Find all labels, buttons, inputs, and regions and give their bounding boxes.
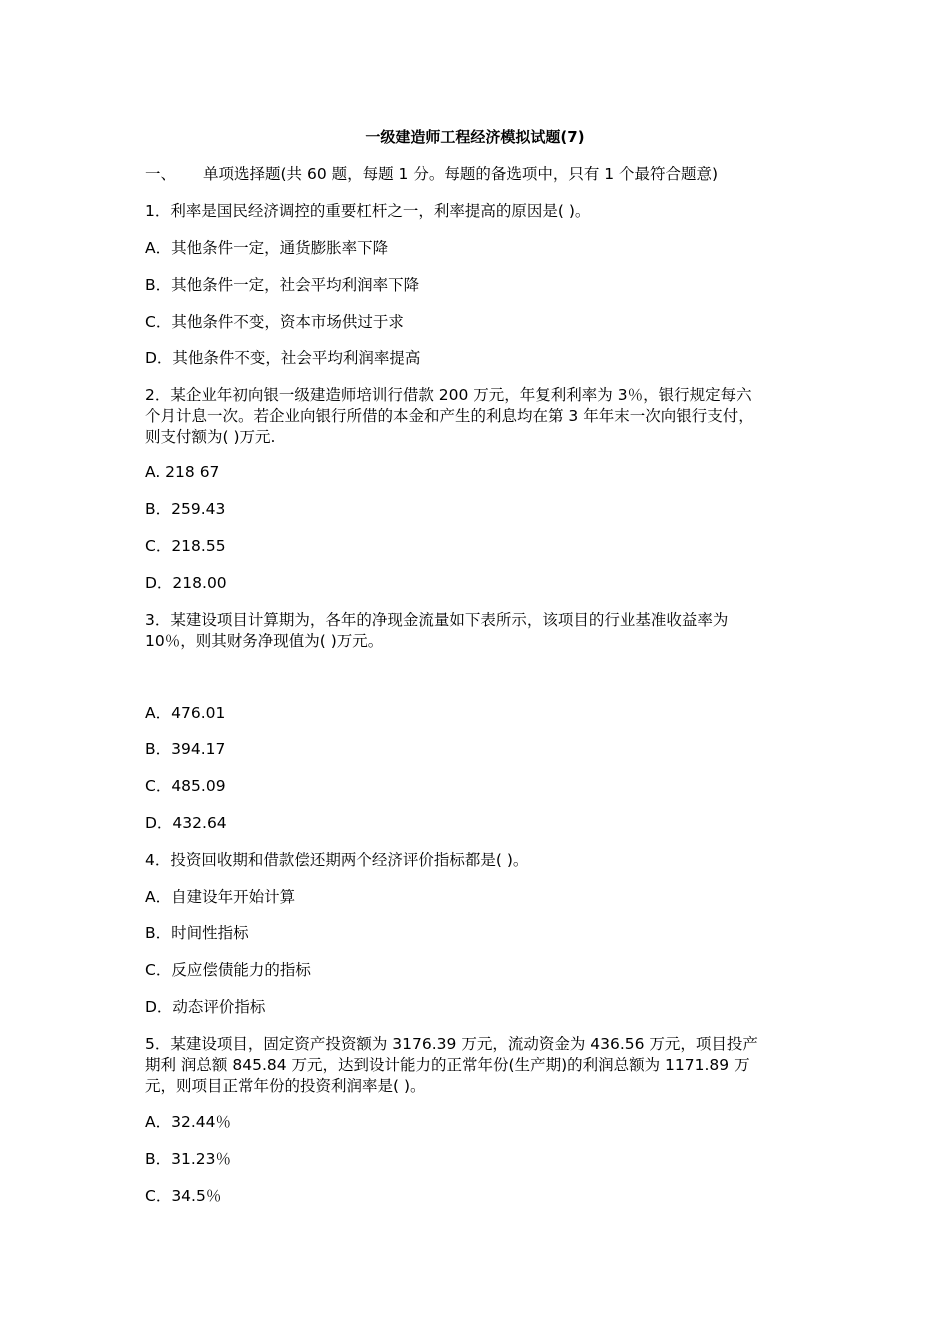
question-5-option-a: A．32.44％ <box>145 1113 231 1131</box>
question-4-option-b: B．时间性指标 <box>145 924 249 942</box>
question-4-option-c: C．反应偿债能力的指标 <box>145 961 311 979</box>
question-3-option-a: A．476.01 <box>145 704 226 722</box>
question-3-stem-line-1: 3．某建设项目计算期为，各年的净现金流量如下表所示，该项目的行业基准收益率为 <box>145 611 729 629</box>
question-4-option-a: A．自建设年开始计算 <box>145 888 296 906</box>
question-5-stem-line-3: 元，则项目正常年份的投资利润率是( )。 <box>145 1077 426 1095</box>
question-2-option-b: B．259.43 <box>145 500 226 518</box>
question-3-option-c: C．485.09 <box>145 777 226 795</box>
document-title: 一级建造师工程经济模拟试题(7) <box>365 128 585 146</box>
question-1-option-c: C．其他条件不变，资本市场供过于求 <box>145 313 404 331</box>
question-3-option-d: D．432.64 <box>145 814 227 832</box>
section-heading <box>145 163 805 185</box>
question-5-stem-line-2: 期利 润总额 845.84 万元，达到设计能力的正常年份(生产期)的利润总额为 1171.89 万 <box>145 1056 750 1074</box>
question-1-option-b: B．其他条件一定，社会平均利润率下降 <box>145 276 420 294</box>
question-5-option-b: B．31.23％ <box>145 1150 232 1168</box>
question-5-stem-line-1: 5．某建设项目，固定资产投资额为 3176.39 万元，流动资金为 436.56 万元，项目投产 <box>145 1035 758 1053</box>
question-2-option-c: C．218.55 <box>145 537 226 555</box>
section-text: 单项选择题(共 60 题，每题 1 分。每题的备选项中，只有 1 个最符合题意) <box>203 165 719 183</box>
question-2-stem-line-3: 则支付额为( )万元. <box>145 428 276 446</box>
question-2-stem-line-2: 个月计息一次。若企业向银行所借的本金和产生的利息均在第 3 年年末一次向银行支付， <box>145 407 754 425</box>
question-1-option-d: D．其他条件不变，社会平均利润率提高 <box>145 349 421 367</box>
question-4-stem: 4．投资回收期和借款偿还期两个经济评价指标都是( )。 <box>145 851 529 869</box>
question-2-stem-line-1: 2．某企业年初向银一级建造师培训行借款 200 万元，年复利利率为 3％，银行规定每六 <box>145 386 752 404</box>
question-3-option-b: B．394.17 <box>145 740 226 758</box>
section-number: 一、 <box>145 165 177 183</box>
question-2-option-a: A. 218 67 <box>145 463 220 481</box>
question-2-option-d: D．218.00 <box>145 574 227 592</box>
question-3-stem-line-2: 10％，则其财务净现值为( )万元。 <box>145 632 384 650</box>
question-1-stem: 1．利率是国民经济调控的重要杠杆之一，利率提高的原因是( )。 <box>145 202 591 220</box>
question-1-option-a: A．其他条件一定，通货膨胀率下降 <box>145 239 389 257</box>
question-4-option-d: D．动态评价指标 <box>145 998 266 1016</box>
question-5-option-c: C．34.5％ <box>145 1187 222 1205</box>
